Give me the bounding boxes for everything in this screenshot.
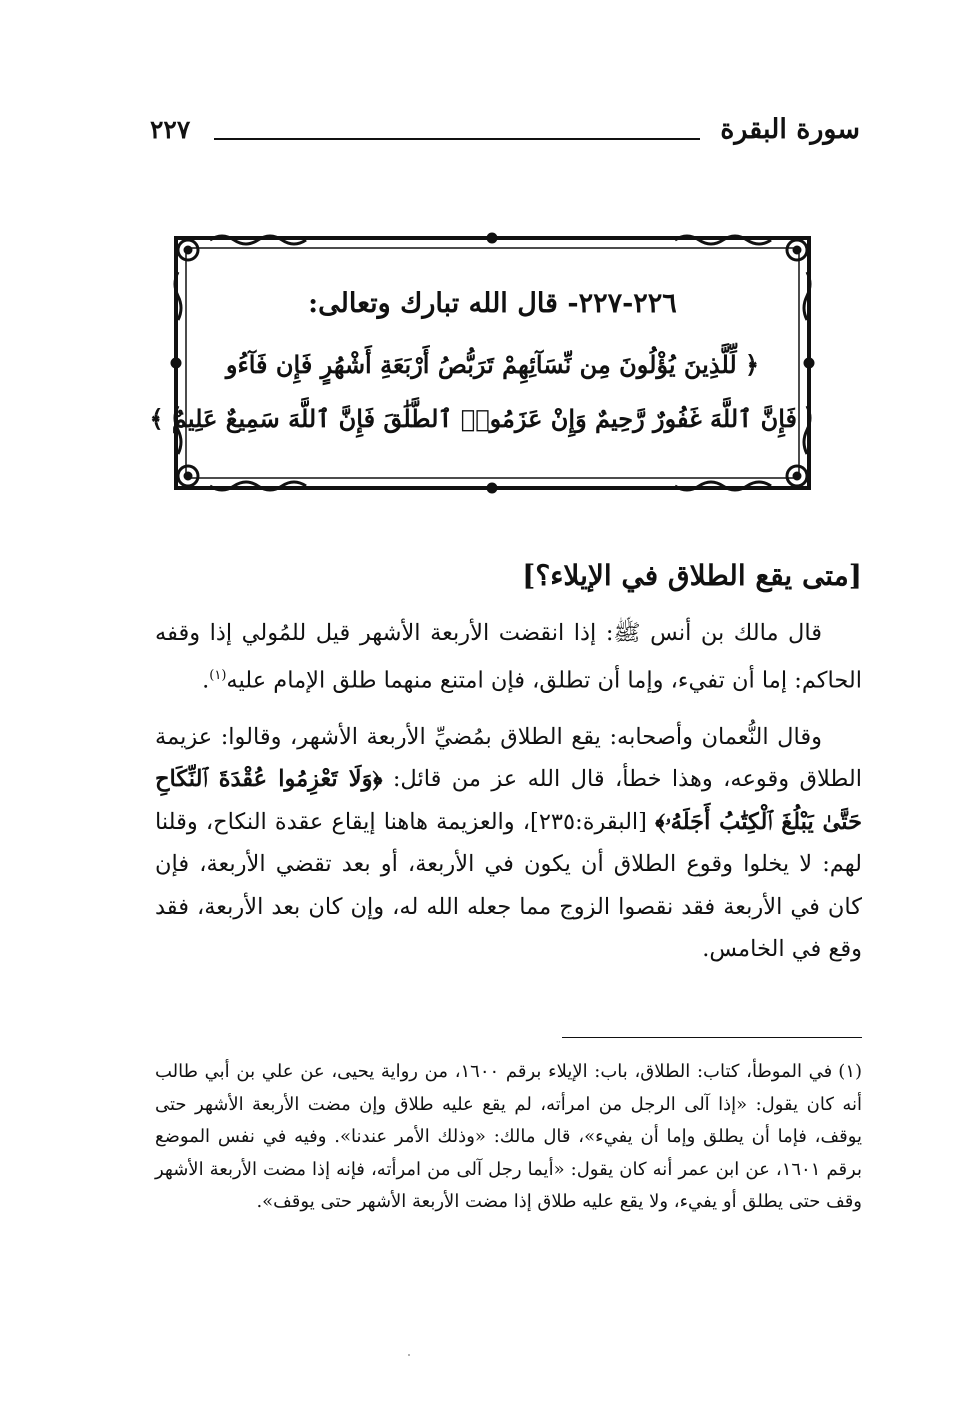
quran-quote: ﴿وَلَا تَعْزِمُوا عُقْدَةَ ٱلنِّكَاحِ حَتَّىٰ يَبْلُغَ ٱلْكِتَٰبُ أَجَلَهُۥ﴾: [155, 766, 862, 835]
footnote-reference: (١): [209, 667, 227, 683]
footnote-rule: [562, 1037, 862, 1038]
paragraph-text: وقال النُّعمان وأصحابه: يقع الطلاق بمُضيِّ الأربعة الأشهر، وقالوا: عزيمة الطلاق وقوعه، وهذا خطأ، قال الله عز من قائل:: [155, 723, 862, 792]
scan-speck: [408, 1354, 410, 1356]
quran-verse-line: فَإِنَّ ٱللَّهَ غَفُورٌ رَّحِيمٌ وَإِنْ عَزَمُوا۟ ٱلطَّلَٰقَ فَإِنَّ ٱللَّهَ سَمِيعٌ عَلِيمٌ ﴾: [149, 404, 797, 433]
paragraph: [155, 612, 862, 702]
page-number: ٢٢٧: [150, 115, 191, 144]
footnote-text: في الموطأ، كتاب: الطلاق، باب: الإيلاء برقم ١٦٠٠، من رواية يحيى، عن علي بن أبي طالب أنه كان يقول: «إذا آلى الرجل من امرأته، لم يقع عليه طلاق وإن مضت الأربعة الأشهر حتى يوقف، فإما أن يطلق وإما أن يفيء»، قال مالك: «وذلك الأمر عندنا». وفيه في نفس الموضع برقم ١٦٠١، عن ابن عمر أنه كان يقول: «أيما رجل آلى من امرأته، فإنه إذا مضت الأربعة الأشهر وقف حتى يطلق أو يفيء، ولا يقع عليه طلاق إذا مضت الأربعة الأشهر حتى يوقف».: [155, 1061, 863, 1212]
verse-heading: ٢٢٦-٢٢٧- قال الله تبارك وتعالى:: [308, 288, 677, 319]
paragraph-end: .: [202, 667, 210, 693]
footnote-number: (١): [838, 1061, 863, 1082]
surah-title: سورة البقرة: [720, 114, 860, 145]
paragraph-text: قال مالك بن أنس ﷺ: إذا انقضت الأربعة الأشهر قيل للمُولي إذا وقفه الحاكم: إما أن تفيء، وإما أن تطلق، فإن امتنع منهما طلق الإمام عليه: [155, 620, 862, 693]
running-header: [150, 112, 860, 152]
footnotes: [155, 1056, 862, 1219]
verse-frame: [149, 232, 815, 494]
header-rule: [214, 138, 700, 140]
paragraph-text: [البقرة:٢٣٥]، والعزيمة هاهنا إيقاع عقدة النكاح، وقلنا لهم: لا يخلوا وقوع الطلاق أن يكون في الأربعة، أو بعد تقضي الأربعة، فإن كان في الأربعة فقد نقصوا الزوج مما جعله الله له، وإن كان بعد الأربعة، فقد وقع في الخامس.: [155, 808, 862, 962]
paragraph: [155, 716, 862, 971]
section-heading: [متى يقع الطلاق في الإيلاء؟]: [522, 559, 862, 592]
body-text: [155, 612, 862, 985]
quran-verse-line: ﴿ لِّلَّذِينَ يُؤْلُونَ مِن نِّسَآئِهِمْ تَرَبُّصُ أَرْبَعَةِ أَشْهُرٍ فَإِن فَآءُو: [225, 350, 760, 379]
footnote: [155, 1056, 862, 1219]
